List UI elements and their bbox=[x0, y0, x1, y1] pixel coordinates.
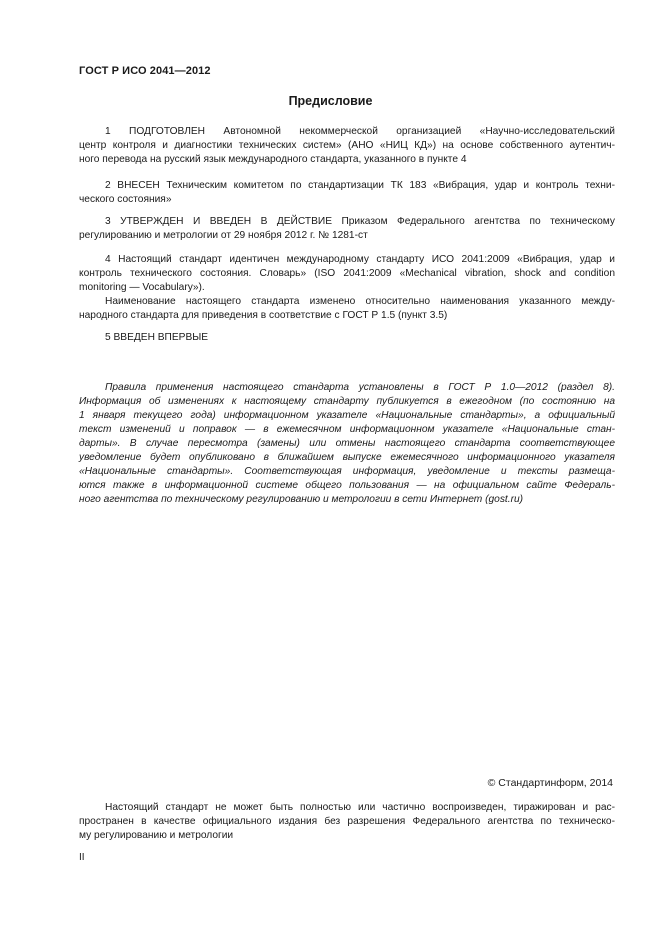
section-3 bbox=[79, 215, 615, 243]
text-line: му регулированию и метрологии bbox=[79, 830, 234, 841]
text-line: центр контроля и диагностики технических систем» (АНО «НИЦ КД») на основе собственного аутентич- bbox=[79, 140, 615, 151]
text-line: ного перевода на русский язык международного стандарта, указанного в пункте 4 bbox=[79, 154, 467, 165]
text-line: пространен в качестве официального издания без разрешения Федерального агентства по техническо- bbox=[79, 816, 615, 827]
section-2 bbox=[79, 179, 615, 207]
text-line: ческого состояния» bbox=[79, 194, 172, 205]
notice-line: дарты». В случае пересмотра (замены) или отмены настоящего стандарта соответствующее bbox=[79, 438, 615, 449]
notice-line: ного агентства по техническому регулированию и метрологии в сети Интернет (gost.ru) bbox=[79, 494, 524, 505]
copyright: © Стандартинформ, 2014 bbox=[487, 777, 613, 789]
notice-line: ются также в информационной системе общего пользования — на официальном сайте Федераль- bbox=[79, 480, 615, 491]
text-line: контроль технического состояния. Словарь» (ISO 2041:2009 «Mechanical vibration, shock and condition bbox=[79, 268, 615, 279]
text-line: 2 ВНЕСЕН Техническим комитетом по стандартизации ТК 183 «Вибрация, удар и контроль техни- bbox=[105, 180, 615, 191]
page-title: Предисловие bbox=[288, 94, 373, 108]
section-5 bbox=[79, 331, 615, 345]
section-4 bbox=[79, 253, 615, 323]
standard-code-header: ГОСТ Р ИСО 2041—2012 bbox=[79, 65, 211, 77]
text-line: monitoring — Vocabulary»). bbox=[79, 282, 205, 293]
notice-line: текст изменений и поправок — в ежемесячном информационном указателе «Национальные стан- bbox=[79, 424, 615, 435]
notice-line: Правила применения настоящего стандарта установлены в ГОСТ Р 1.0—2012 (раздел 8). bbox=[105, 382, 615, 393]
reproduction-notice bbox=[79, 801, 615, 843]
notice-line: 1 января текущего года) информационном указателе «Национальные стандарты», а официальный bbox=[79, 410, 615, 421]
text-line: Настоящий стандарт не может быть полностью или частично воспроизведен, тиражирован и рас- bbox=[105, 802, 615, 813]
text-line: народного стандарта для приведения в соответствие с ГОСТ Р 1.5 (пункт 3.5) bbox=[79, 310, 448, 321]
text-line: Наименование настоящего стандарта изменено относительно наименования указанного между- bbox=[105, 296, 615, 307]
application-notice bbox=[79, 381, 615, 507]
page-number: II bbox=[79, 852, 85, 863]
text-line: 1 ПОДГОТОВЛЕН Автономной некоммерческой организацией «Научно-исследовательский bbox=[105, 126, 615, 137]
section-1 bbox=[79, 125, 615, 167]
text-line: 5 ВВЕДЕН ВПЕРВЫЕ bbox=[105, 332, 209, 343]
text-line: 3 УТВЕРЖДЕН И ВВЕДЕН В ДЕЙСТВИЕ Приказом Федерального агентства по техническому bbox=[105, 216, 615, 227]
notice-line: «Национальные стандарты». Соответствующая информация, уведомление и тексты размеща- bbox=[79, 466, 615, 477]
notice-line: Информация об изменениях к настоящему стандарту публикуется в ежегодном (по состоянию на bbox=[79, 396, 615, 407]
text-line: регулированию и метрологии от 29 ноября 2012 г. № 1281-ст bbox=[79, 230, 368, 241]
notice-line: уведомление будет опубликовано в ближайшем выпуске ежемесячного информационного указателя bbox=[79, 452, 615, 463]
text-line: 4 Настоящий стандарт идентичен международному стандарту ИСО 2041:2009 «Вибрация, удар и bbox=[105, 254, 615, 265]
